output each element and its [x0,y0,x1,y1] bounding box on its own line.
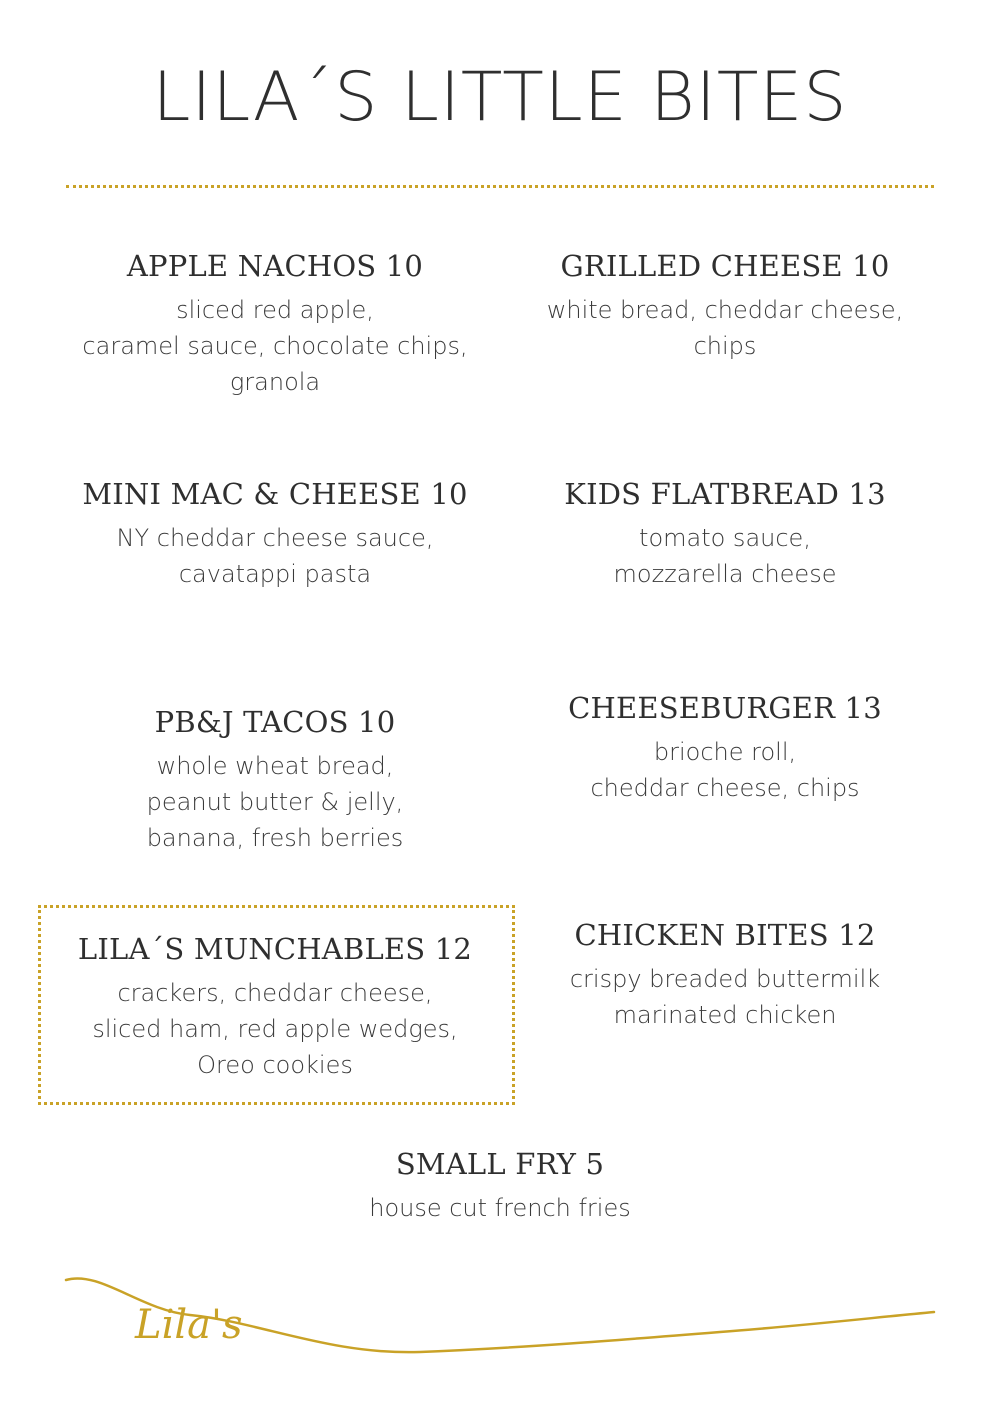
item-description: NY cheddar cheese sauce, cavatappi pasta [116,524,434,588]
menu-item-kids-flatbread [505,476,945,592]
lilas-logo [0,1260,1000,1400]
item-description: white bread, cheddar cheese, chips [546,296,904,360]
item-description: whole wheat bread, peanut butter & jelly, banana, fresh berries [146,752,404,852]
item-name: SMALL FRY 5 [395,1147,605,1181]
item-name: GRILLED CHEESE 10 [560,249,890,283]
item-name: MINI MAC & CHEESE 10 [82,477,468,511]
menu-item-small-fry [280,1146,720,1226]
logo-text: Lila's [135,1302,243,1348]
title-divider [66,185,934,188]
menu-item-mini-mac-cheese [55,476,495,592]
item-description: sliced red apple, caramel sauce, chocolate chips, granola [82,296,468,396]
menu-item-chicken-bites [505,917,945,1033]
item-name: LILA´S MUNCHABLES 12 [77,932,473,966]
item-description: house cut french fries [369,1194,631,1222]
item-description: crispy breaded buttermilk marinated chicken [569,965,881,1029]
menu-title: LILA´S LITTLE BITES [152,58,848,137]
item-description: brioche roll, cheddar cheese, chips [590,738,860,802]
menu-item-lilas-munchables [55,931,495,1083]
item-name: APPLE NACHOS 10 [126,249,424,283]
menu-item-cheeseburger [505,690,945,806]
menu-item-grilled-cheese [505,248,945,364]
item-name: KIDS FLATBREAD 13 [564,477,886,511]
item-description: tomato sauce, mozzarella cheese [613,524,837,588]
menu-item-apple-nachos [55,248,495,400]
item-description: crackers, cheddar cheese, sliced ham, red apple wedges, Oreo cookies [92,979,458,1079]
item-name: CHEESEBURGER 13 [568,691,882,725]
item-name: CHICKEN BITES 12 [574,918,876,952]
item-name: PB&J TACOS 10 [154,705,396,739]
logo-swash [0,1260,1000,1400]
menu-item-pbj-tacos [55,704,495,856]
